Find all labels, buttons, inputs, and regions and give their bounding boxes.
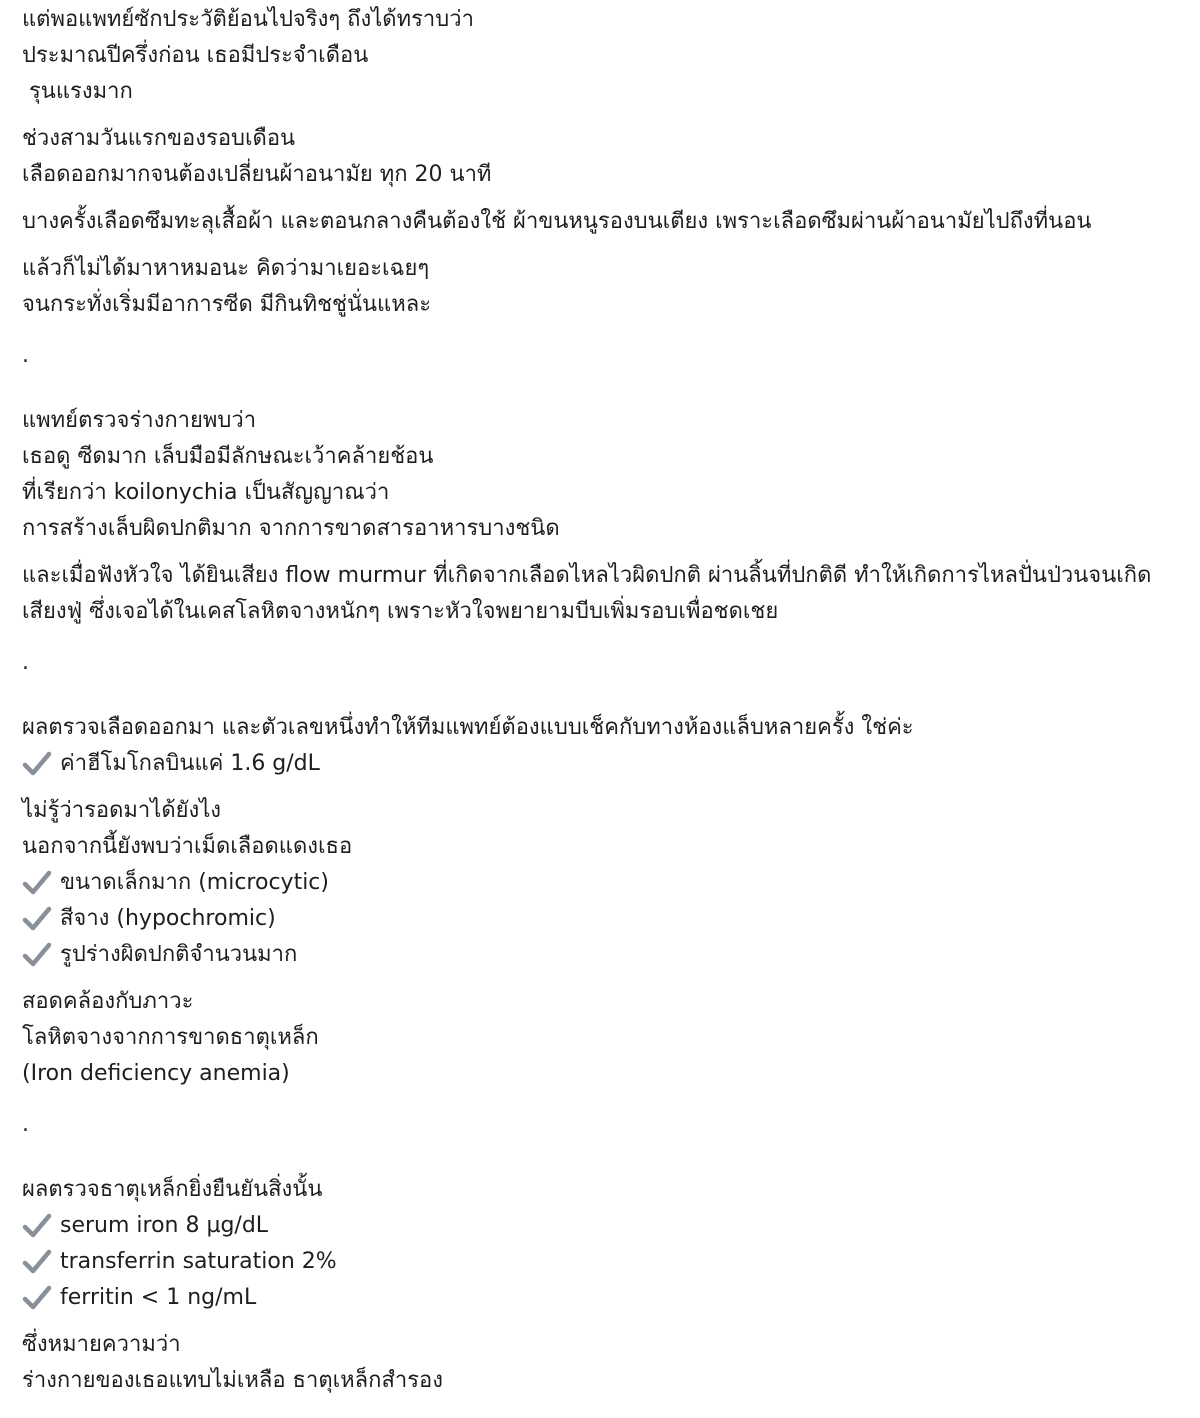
text-line: ร่างกายของเธอแทบไม่เหลือ ธาตุเหล็กสำรอง — [22, 1368, 443, 1393]
check-mark-icon — [22, 904, 52, 934]
text-line: นอกจากนี้ยังพบว่าเม็ดเลือดแดงเธอ — [22, 834, 353, 859]
check-mark-icon — [22, 940, 52, 970]
dot-text: . — [22, 650, 29, 675]
text-line: สอดคล้องกับภาวะ — [22, 989, 194, 1014]
text-line: จนกระทั่งเริ่มมีอาการซีด มีกินทิชชู่นั่นแหละ — [22, 292, 432, 317]
check-item-text: ขนาดเล็กมาก (microcytic) — [60, 870, 329, 895]
paragraph-bleeding — [22, 204, 1182, 240]
separator-dot — [22, 334, 1182, 392]
check-item — [22, 865, 1182, 901]
text-line: ช่วงสามวันแรกของรอบเดือน — [22, 126, 296, 151]
check-item-text: สีจาง (hypochromic) — [60, 906, 276, 931]
check-item — [22, 937, 1182, 973]
check-item — [22, 1208, 1182, 1244]
text-line: รุนแรงมาก — [22, 79, 133, 104]
paragraph-iron-tests — [22, 1172, 1182, 1316]
text-line: และเมื่อฟังหัวใจ ได้ยินเสียง flow murmur ที่เกิดจากเลือดไหลไวผิดปกติ ผ่านลิ้นที่ปกติดี ทำให้เกิดการไหลปั่นป่วนจนเกิดเสียงฟู่ ซึ่งเจอได้ในเคสโลหิตจางหนักๆ เพราะหัวใจพยายามบีบเพิ่มรอบเพื่อชดเชย — [22, 563, 1152, 624]
separator-dot — [22, 641, 1182, 699]
paragraph-first-days — [22, 121, 1182, 193]
check-item — [22, 901, 1182, 937]
text-line: แล้วก็ไม่ได้มาหาหมอนะ คิดว่ามาเยอะเฉยๆ — [22, 256, 430, 281]
separator-dot — [22, 1103, 1182, 1161]
paragraph-no-doctor — [22, 251, 1182, 323]
text-line: (Iron deficiency anemia) — [22, 1061, 290, 1086]
check-mark-icon — [22, 1211, 52, 1241]
paragraph-history — [22, 2, 1182, 110]
text-line: ที่เรียกว่า koilonychia เป็นสัญญาณว่า — [22, 480, 390, 505]
check-item-text: serum iron 8 µg/dL — [60, 1213, 269, 1238]
paragraph-blood-result — [22, 710, 1182, 782]
text-line: แพทย์ตรวจร่างกายพบว่า — [22, 408, 257, 433]
check-mark-icon — [22, 1247, 52, 1277]
text-line: ซึ่งหมายความว่า — [22, 1332, 181, 1357]
check-item — [22, 1244, 1182, 1280]
text-line: ผลตรวจเลือดออกมา และตัวเลขหนึ่งทำให้ทีมแพทย์ต้องแบบเช็คกับทางห้องแล็บหลายครั้ง ใช่ค่ะ — [22, 715, 914, 740]
text-line: เธอดู ซีดมาก เล็บมือมีลักษณะเว้าคล้ายช้อน — [22, 444, 434, 469]
text-line: ผลตรวจธาตุเหล็กยิ่งยืนยันสิ่งนั้น — [22, 1177, 323, 1202]
check-mark-icon — [22, 868, 52, 898]
check-item — [22, 1280, 1182, 1316]
check-mark-icon — [22, 1283, 52, 1313]
check-mark-icon — [22, 749, 52, 779]
paragraph-murmur — [22, 558, 1182, 630]
text-line: เลือดออกมากจนต้องเปลี่ยนผ้าอนามัย ทุก 20 นาที — [22, 162, 492, 187]
text-line: บางครั้งเลือดซึมทะลุเสื้อผ้า และตอนกลางคืนต้องใช้ ผ้าขนหนูรองบนเตียง เพราะเลือดซึมผ่านผ้าอนามัยไปถึงที่นอน — [22, 209, 1092, 234]
paragraph-exam — [22, 403, 1182, 547]
check-item-text: ferritin < 1 ng/mL — [60, 1285, 257, 1310]
text-line: โลหิตจางจากการขาดธาตุเหล็ก — [22, 1025, 319, 1050]
check-item — [22, 746, 1182, 782]
paragraph-diagnosis — [22, 984, 1182, 1092]
dot-text: . — [22, 343, 29, 368]
check-item-text: transferrin saturation 2% — [60, 1249, 337, 1274]
check-item-text: รูปร่างผิดปกติจำนวนมาก — [60, 942, 298, 967]
text-line: การสร้างเล็บผิดปกติมาก จากการขาดสารอาหารบางชนิด — [22, 516, 560, 541]
text-line: ไม่รู้ว่ารอดมาได้ยังไง — [22, 798, 222, 823]
paragraph-red-cells — [22, 793, 1182, 973]
text-line: ประมาณปีครึ่งก่อน เธอมีประจำเดือน — [22, 43, 369, 68]
paragraph-meaning — [22, 1327, 1182, 1399]
text-line: แต่พอแพทย์ซักประวัติย้อนไปจริงๆ ถึงได้ทราบว่า — [22, 7, 474, 32]
check-item-text: ค่าฮีโมโกลบินแค่ 1.6 g/dL — [60, 751, 320, 776]
dot-text: . — [22, 1112, 29, 1137]
